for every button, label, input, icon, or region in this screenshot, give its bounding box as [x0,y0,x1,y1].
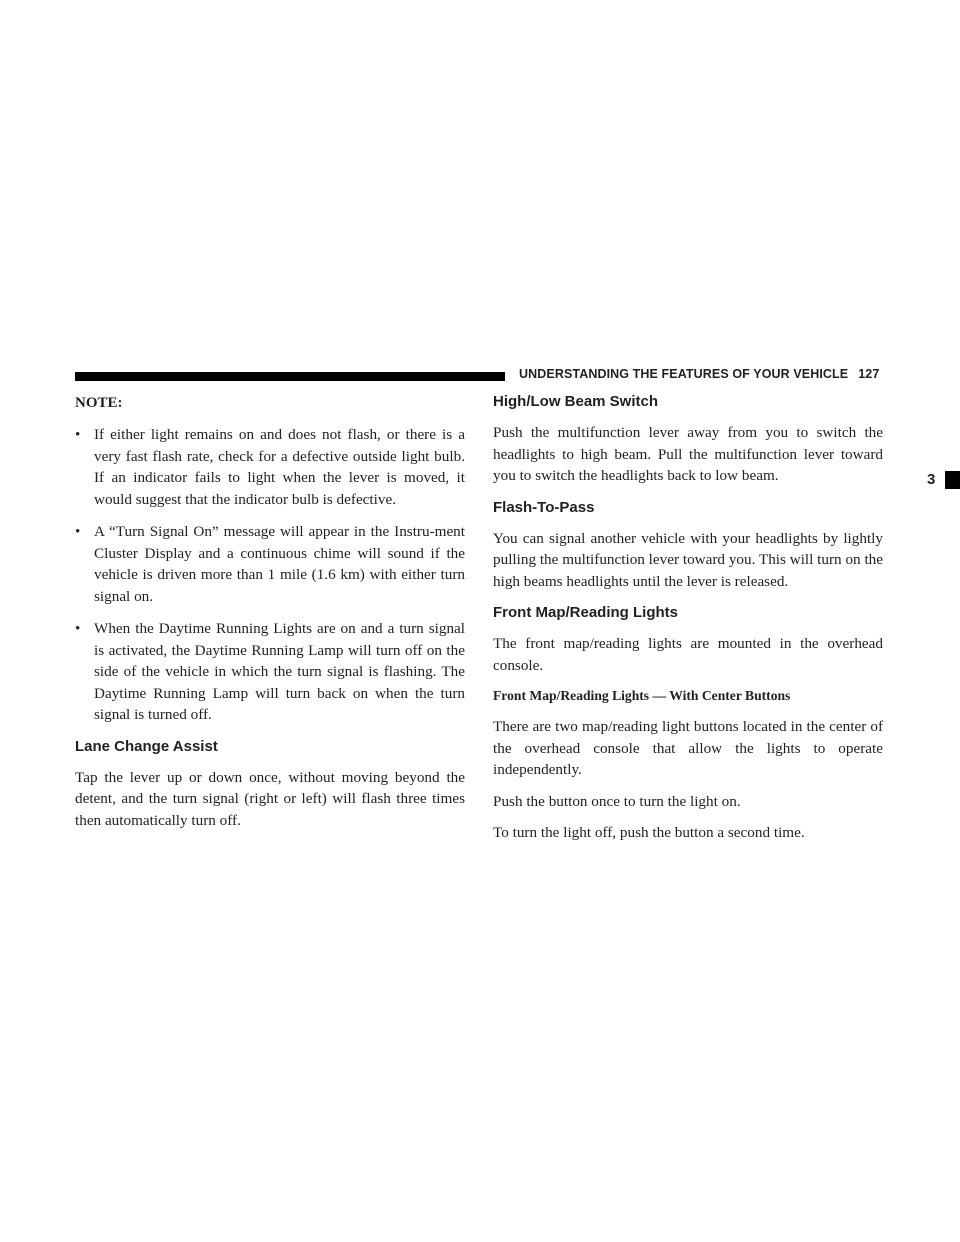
map-lights-subheading: Front Map/Reading Lights — With Center Buttons [493,688,791,703]
bullet-icon: • [75,426,81,443]
list-item [75,521,465,607]
bullet-text: A “Turn Signal On” message will appear in the Instru-ment Cluster Display and a continuous chime will sound if the vehicle is driven more than 1 mile (1.6 km) with either turn signal on. [94,523,465,605]
note-label: NOTE: [75,395,123,411]
running-header [519,367,889,381]
high-low-body: Push the multifunction lever away from you to switch the headlights to high beam. Pull the multifunction lever toward you to switch the headlights back to low beam. [493,424,883,484]
bullet-text: If either light remains on and does not flash, or there is a very fast flash rate, check for a defective outside light bulb. If an indicator fails to light when the lever is moved, it would suggest that the indicator bulb is defective. [94,426,465,508]
lane-change-heading: Lane Change Assist [75,737,218,755]
right-column [493,392,883,844]
list-item [75,424,465,510]
map-lights-para2: Push the button once to turn the light on. [493,792,741,810]
lane-change-body: Tap the lever up or down once, without moving beyond the detent, and the turn signal (right or left) will flash three times then automatically turn off. [75,768,465,829]
bullet-text: When the Daytime Running Lights are on and a turn signal is activated, the Daytime Running Lamp will turn off on the side of the vehicle in which the turn signal is flashing. The Daytime Running Lamp will turn back on when the turn signal is turned off. [94,620,465,723]
page-number: 127 [858,367,880,381]
bullet-icon: • [75,620,81,637]
map-lights-para3: To turn the light off, push the button a second time. [493,824,805,841]
header-rule [75,372,505,381]
bullet-icon: • [75,523,81,540]
section-title: UNDERSTANDING THE FEATURES OF YOUR VEHICLE [519,367,849,381]
flash-to-pass-heading: Flash-To-Pass [493,498,595,516]
map-lights-body: The front map/reading lights are mounted in the overhead console. [493,635,883,674]
chapter-number: 3 [927,471,936,488]
flash-to-pass-body: You can signal another vehicle with your headlights by lightly pulling the multifunction lever toward you. This will turn on the high beams headlights until the lever is released. [493,529,883,590]
map-lights-para1: There are two map/reading light buttons located in the center of the overhead console that allow the lights to operate independently. [493,718,883,778]
note-bullet-list [75,424,465,726]
chapter-tab-marker [945,471,960,489]
list-item [75,618,465,726]
left-column [75,392,465,831]
map-lights-heading: Front Map/Reading Lights [493,604,678,621]
high-low-heading: High/Low Beam Switch [493,393,659,410]
